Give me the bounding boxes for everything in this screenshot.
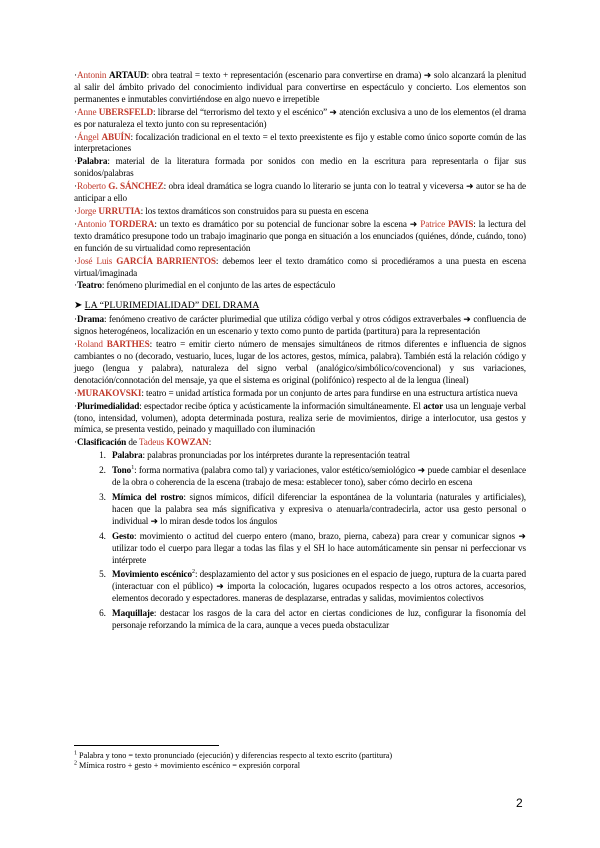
paragraph-text: : focalización tradicional en el texto = el texto preexistente es fijo y estable como único soporte común de las interpretaciones [74,131,526,154]
footnote-separator [74,745,219,746]
paragraph-text: : un texto es dramático por su potencial de funcionar sobre la escena ➜ [154,218,418,229]
paragraph-text: : espectador recibe óptica y acústicamente la información simultáneamente. El [139,400,421,411]
footnote-ref[interactable]: 2 [192,569,195,576]
paragraph-text: : teatro = unidad artística formada por un conjunto de artes para fundirse en una estructura artística nueva [141,387,518,398]
page-content [74,70,526,635]
author-surname: TORDERA [109,218,155,229]
section-heading [74,300,526,312]
trailing-colon: : [208,437,212,448]
author-first-name: Antonin [76,70,107,80]
list-item [108,531,526,567]
paragraph-tordera: ·Antonio TORDERA: un texto es dramático por su potencial de funcionar sobre la escena ➜ Patrice PAVIS: la lectura del texto dramático presupone todo un trabajo imaginario que ponga en situación a los enunciados (quiénes, dónde, cuándo, tono) en función de su virtualidad como representación [74,218,527,253]
paragraph-text: : fenómeno plurimedial en el conjunto de las artes de espectáculo [101,280,336,291]
author-surname: PAVIS [448,218,474,229]
item-term: Maquillaje [112,608,154,619]
item-text: : desplazamiento del actor y sus posiciones en el espacio de juego, ruptura de la cuarta pared (interactuar con el público) ➜ importa la colocación, lugares ocupados respecto a los otros actores, accesorios, elementos decorado y espectadores. maneras de desplazarse, entradas y salidas, movimientos colectivos [112,569,526,604]
list-item [108,569,526,605]
author-first-name: Roland [76,339,103,350]
item-text: : forma normativa (palabra como tal) y variaciones, valor estético/semiológico ➜ puede cambiar el desenlace de la obra o coherencia de la escena (trabajo de mesa: establecer tono), saber cómo decirlo en escena [112,465,526,488]
author-surname: ARTAUD [108,70,147,80]
section-heading-text: LA “PLURIMEDIALIDAD” DEL DRAMA [84,300,260,312]
term: actor [423,400,444,411]
author-first-name: Tadeus [138,437,165,448]
paragraph-text: : debemos leer el texto dramático como si procediéramos a una puesta en escena virtual/imaginada [74,255,526,278]
list-item [108,608,526,632]
paragraph-text: : los textos dramáticos son construidos para su puesta en escena [140,205,369,216]
author-first-name: Ángel [76,131,99,142]
list-item [108,492,526,528]
paragraph-abuin: ·Ángel ABUÍN: focalización tradicional en el texto = el texto preexistente es fijo y estable como único soporte común de las interpretaciones [74,131,526,154]
item-term: Tono [112,465,132,476]
page-number: 2 [516,796,523,810]
footnote-text: Mímica rostro + gesto + movimiento escénico = expresión corporal [79,761,301,771]
author-surname: MURAKOVSKI [76,387,142,398]
paragraph-text: : fenómeno creativo de carácter plurimedial que utiliza código verbal y otros códigos extraverbales ➜ confluencia de signos heterogéneos, localización en un escenario y texto como punto de partida (partitura) para la representación [74,314,526,337]
item-text: : movimiento o actitud del cuerpo entero (mano, brazo, pierna, cabeza) para crear y comunicar signos ➜ utilizar todo el cuerpo para llegar a todas las filas y el SH lo hace automáticamente sin pensar ni perfeccionar vs intérprete [112,530,526,565]
paragraph-drama: ·Drama: fenómeno creativo de carácter plurimedial que utiliza código verbal y otros códigos extraverbales ➜ confluencia de signos heterogéneos, localización en un escenario y texto como punto de partida (partitura) para la representación [74,314,526,337]
author-surname: URRUTIA [98,205,141,216]
term: Drama [76,314,105,325]
paragraph-text: : teatro = emitir cierto número de mensajes simultáneos de ritmos diferentes e influencia de signos cambiantes o no (decorado, vestuario, luces, lugar de los actores, gestos, mímica, palabra). También está la relación código y juego (lengua y palabra), naturaleza del signo verbal (analógico/simbólico/covencional) y sus variaciones, denotación/connotación del mensaje, ya que el sistema es original (polifónico) respecto al de la lengua (lineal) [74,339,526,385]
author-surname: BARTHES [106,339,150,350]
item-term: Movimiento escénico [112,569,193,580]
paragraph-teatro: ·Teatro: fenómeno plurimedial en el conjunto de las artes de espectáculo [74,280,336,291]
list-item [108,465,526,489]
author-first-name: Antonio [76,218,107,229]
paragraph-sanchez: ·Roberto G. SÁNCHEZ: obra ideal dramática se logra cuando lo literario se junta con lo teatral y viceversa ➜ autor se ha de anticipar a ello [74,181,526,204]
paragraph-clasificacion: ·Clasificación de Tadeus KOWZAN: [74,437,212,448]
author-first-name: Anne [76,106,97,117]
footnote-number: 1 [74,750,77,757]
paragraph-plurimedialidad: ·Plurimedialidad: espectador recibe óptica y acústicamente la información simultáneamente. El actor usa un lenguaje verbal (tono, intensidad, volumen), adopta determinada postura, realiza serie de movimientos, dirige a interlocutor, usa gestos y mímica, se presenta vestido, peinado y maquillado con iluminación [74,400,527,435]
paragraph-text: : la lectura del texto dramático presupone todo un trabajo imaginario que ponga en situación a los enunciados (quiénes, dónde, cuándo, tono) en función de su virtualidad como representación [74,218,527,253]
term: Plurimedialidad [76,400,140,411]
footnote-text: Palabra y tono = texto pronunciado (ejecución) y diferencias respecto al texto escrito (partitura) [79,751,393,760]
paragraph-ubersfeld: ·Anne UBERSFELD: librarse del “terrorismo del texto y el escénico” ➜ atención exclusiva a uno de los elementos (el drama es por naturaleza el texto junto con su representación) [74,106,527,129]
item-term: Palabra [112,450,143,461]
paragraph-murakovski: ·MURAKOVSKI: teatro = unidad artística formada por un conjunto de artes para fundirse en una estructura artística nueva [74,387,518,398]
author-first-name: Roberto [76,181,106,192]
item-text: : destacar los rasgos de la cara del actor en ciertas condiciones de luz, configurar la fisonomía del personaje reforzando la mímica de la cara, aunque a veces pueda obstaculizar [112,608,526,631]
item-term: Mímica del rostro [112,492,184,502]
paragraph-barrientos: ·José Luis GARCÍA BARRIENTOS: debemos leer el texto dramático como si procediéramos a una puesta en escena virtual/imaginada [74,255,526,278]
term: Clasificación [76,437,127,448]
author-first-name: Patrice [420,218,446,229]
paragraph-text: : material de la literatura formada por sonidos con medio en la escritura para representarla o fijar sus sonidos/palabras [74,156,526,179]
arrow-bullet-icon: ➤ [74,300,83,312]
paragraph-text: : obra teatral = texto + representación (escenario para convertirse en drama) ➜ solo alcanzará la plenitud al salir del ámbito privado del conocimiento individual para convertirse en espectáculo y concierto. Los elementos son permanentes e inmutables convirtiéndose en algo nuevo e irrepetible [74,70,526,104]
list-item [108,450,526,462]
footnotes [74,751,526,771]
paragraph-text: : librarse del “terrorismo del texto y el escénico” ➜ atención exclusiva a uno de los elementos (el drama es por naturaleza el texto junto con su representación) [74,106,527,129]
author-surname: UBERSFELD [98,106,154,117]
author-first-name: Jorge [76,205,97,216]
author-surname: GARCÍA BARRIENTOS [116,255,216,266]
term: Palabra [76,156,108,167]
kowzan-classification-list [74,450,526,632]
paragraph-palabra: ·Palabra: material de la literatura formada por sonidos con medio en la escritura para representarla o fijar sus sonidos/palabras [74,156,526,179]
footnote-ref[interactable]: 1 [131,465,135,472]
paragraph-text: usa un lenguaje verbal (tono, intensidad, volumen), adopta determinada postura, realiza serie de movimientos, dirige a interlocutor, usa gestos y mímica, se presenta vestido, peinado y maquillado con iluminación [74,400,527,435]
paragraph-barthes: ·Roland BARTHES: teatro = emitir cierto número de mensajes simultáneos de ritmos diferentes e influencia de signos cambiantes o no (decorado, vestuario, luces, lugar de los actores, gestos, mímica, palabra). También está la relación código y juego (lengua y palabra), naturaleza del signo verbal (analógico/simbólico/covencional) y sus variaciones, denotación/connotación del mensaje, ya que el sistema es original (polifónico) respecto al de la lengua (lineal) [74,339,526,385]
author-first-name: José Luis [76,255,113,266]
paragraph-urrutia: ·Jorge URRUTIA: los textos dramáticos son construidos para su puesta en escena [74,205,369,216]
paragraph-text: : obra ideal dramática se logra cuando lo literario se junta con lo teatral y viceversa ➜ autor se ha de anticipar a ello [74,181,526,204]
term: Teatro [76,280,102,291]
item-text: : signos mímicos, difícil diferenciar la espontánea de la voluntaria (naturales y artificiales), hacen que la palabra sea más significativa y expresiva o atenuarla/contradecirla, actor usa gesto personal o individual ➜ lo miran desde todos los ángulos [112,492,526,526]
paragraph-artaud: ·Antonin ARTAUD: obra teatral = texto + representación (escenario para convertirse en drama) ➜ solo alcanzará la plenitud al salir del ámbito privado del conocimiento individual para convertirse en espectáculo y concierto. Los elementos son permanentes e inmutables convirtiéndose en algo nuevo e irrepetible [74,70,526,104]
author-surname: KOWZAN [166,437,209,448]
author-surname: G. SÁNCHEZ [108,181,164,192]
author-surname: ABUÍN [101,131,131,142]
connector-text: de [128,437,137,448]
footnote [74,751,526,761]
item-text: : palabras pronunciadas por los intérpretes durante la representación teatral [142,450,410,461]
footnote [74,761,526,771]
footnote-number: 2 [74,760,77,767]
item-term: Gesto [112,530,134,541]
